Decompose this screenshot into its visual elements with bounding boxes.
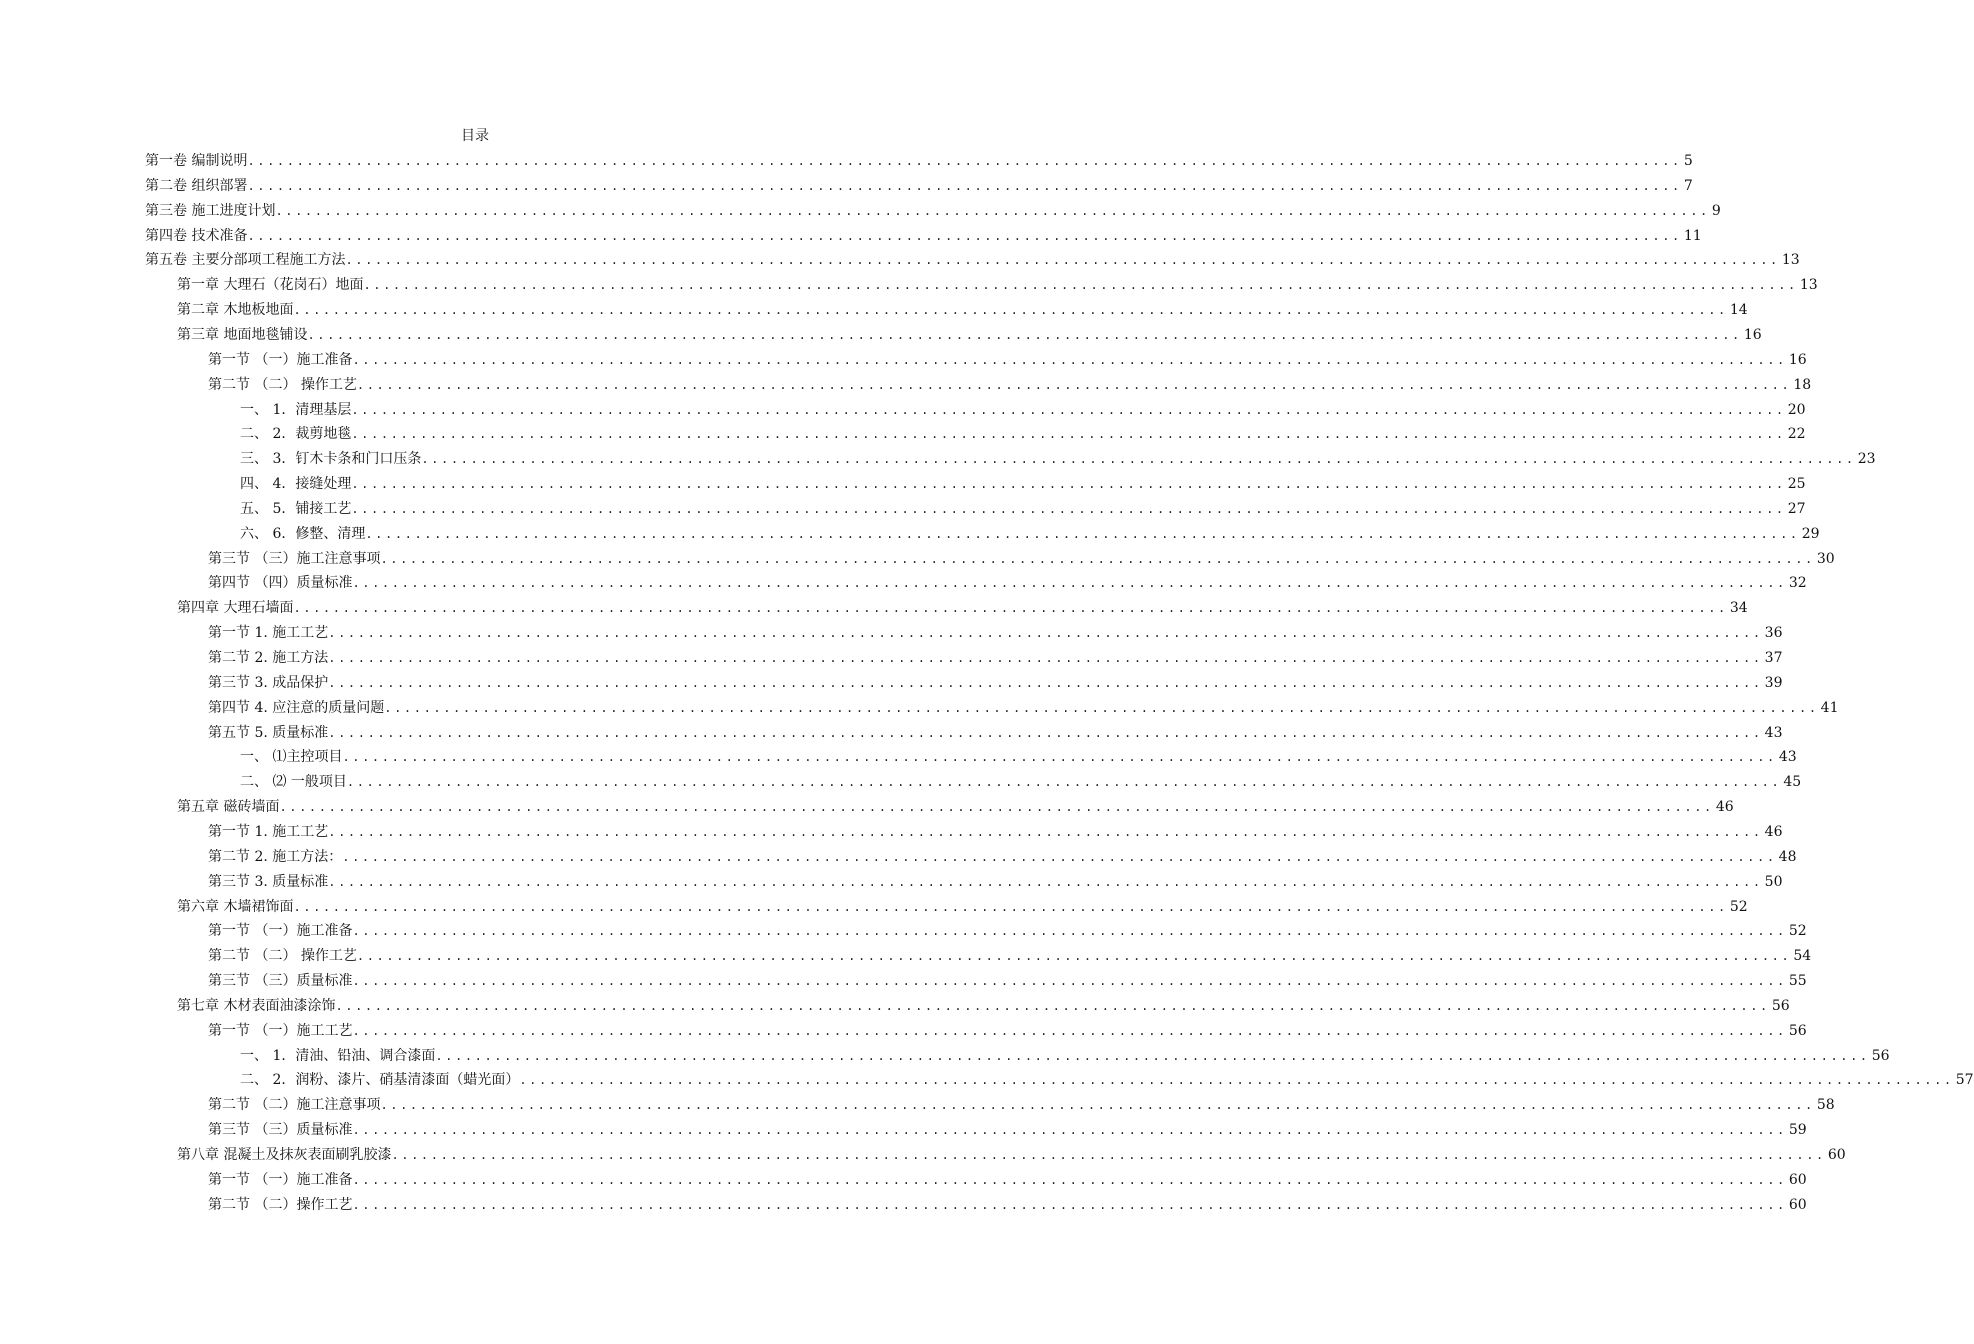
toc-entry[interactable] <box>208 373 1812 398</box>
toc-entry-title: 第一节 （一）施工工艺 <box>208 1022 353 1039</box>
toc-dot-leader: .................................................................................................................................................. <box>351 402 1786 417</box>
toc-entry-page-number: 46 <box>1715 799 1734 816</box>
toc-dot-leader: .................................................................................................................................................. <box>247 228 1682 243</box>
toc-entry-page-number: 59 <box>1788 1122 1807 1139</box>
toc-entry-page-number: 13 <box>1799 277 1818 294</box>
toc-dot-leader: .................................................................................................................................................. <box>279 800 1714 815</box>
toc-entry[interactable] <box>145 174 1693 199</box>
toc-entry[interactable] <box>177 596 1748 621</box>
toc-entry-title: 第三卷 施工进度计划 <box>145 202 276 219</box>
toc-dot-leader: .................................................................................................................................................. <box>293 601 1728 616</box>
toc-entry[interactable] <box>208 547 1835 572</box>
toc-dot-leader: .................................................................................................................................................. <box>352 1172 1787 1187</box>
toc-entry-page-number: 13 <box>1781 252 1800 269</box>
toc-entry-title: 第三节 （三）质量标准 <box>208 973 353 990</box>
toc-entry-title: 第三章 地面地毯铺设 <box>177 326 308 343</box>
toc-entry[interactable] <box>208 1193 1807 1218</box>
toc-dot-leader: .................................................................................................................................................. <box>275 203 1710 218</box>
toc-entry-page-number: 23 <box>1857 451 1876 468</box>
toc-entry-page-number: 16 <box>1743 326 1762 343</box>
toc-dot-leader: .................................................................................................................................................. <box>328 874 1763 889</box>
toc-entry-page-number: 52 <box>1788 923 1807 940</box>
toc-dot-leader: .................................................................................................................................................. <box>342 750 1777 765</box>
toc-entry-page-number: 43 <box>1778 749 1797 766</box>
toc-entry-page-number: 7 <box>1683 177 1693 194</box>
toc-dot-leader: .................................................................................................................................................. <box>365 526 1800 541</box>
toc-dot-leader: .................................................................................................................................................. <box>351 477 1786 492</box>
toc-entry-page-number: 29 <box>1801 525 1820 542</box>
toc-entry[interactable] <box>145 248 1800 273</box>
toc-dot-leader: .................................................................................................................................................. <box>328 824 1763 839</box>
toc-dot-leader: .................................................................................................................................................. <box>352 924 1787 939</box>
toc-entry-title: 第三节 （三）质量标准 <box>208 1122 353 1139</box>
toc-entry-page-number: 30 <box>1816 550 1835 567</box>
toc-entry-title: 四、 4．接缝处理 <box>240 476 352 493</box>
toc-entry-page-number: 50 <box>1764 873 1783 890</box>
toc-entry-title: 第一节 （一）施工准备 <box>208 1171 353 1188</box>
toc-entry-title: 第四章 大理石墙面 <box>177 600 294 617</box>
toc-dot-leader: .................................................................................................................................................. <box>293 303 1728 318</box>
toc-entry-page-number: 16 <box>1788 351 1807 368</box>
toc-entry-page-number: 39 <box>1764 674 1783 691</box>
toc-entry[interactable] <box>208 721 1783 746</box>
toc-entry-title: 二、 2．润粉、漆片、硝基清漆面（蜡光面） <box>240 1072 520 1089</box>
toc-dot-leader: .................................................................................................................................................. <box>335 998 1770 1013</box>
toc-entry-title: 第一节 1. 施工工艺 <box>208 625 329 642</box>
toc-dot-leader: .................................................................................................................................................. <box>384 700 1819 715</box>
toc-entry-page-number: 32 <box>1788 575 1807 592</box>
toc-entry[interactable] <box>208 1168 1807 1193</box>
toc-entry[interactable] <box>240 472 1806 497</box>
toc-dot-leader: .................................................................................................................................................. <box>363 278 1798 293</box>
toc-entry-page-number: 56 <box>1771 997 1790 1014</box>
toc-entry-page-number: 60 <box>1788 1196 1807 1213</box>
toc-dot-leader: .................................................................................................................................................. <box>356 949 1792 964</box>
toc-dot-leader: .................................................................................................................................................. <box>328 675 1763 690</box>
toc-entry[interactable] <box>208 1118 1807 1143</box>
toc-dot-leader: .................................................................................................................................................. <box>293 899 1728 914</box>
toc-entry[interactable] <box>208 348 1807 373</box>
toc-dot-leader: .................................................................................................................................................. <box>247 154 1682 168</box>
toc-dot-leader: .................................................................................................................................................. <box>356 377 1792 392</box>
toc-entry-title: 第一节 （一）施工准备 <box>208 351 353 368</box>
toc-entry[interactable] <box>177 895 1748 920</box>
toc-entry[interactable] <box>240 497 1806 522</box>
toc-entry-title: 第二节 2. 施工方法： <box>208 848 343 865</box>
toc-entry-title: 第三节 3. 质量标准 <box>208 873 329 890</box>
toc-entry[interactable] <box>240 522 1820 547</box>
toc-entry-title: 第一章 大理石（花岗石）地面 <box>177 277 364 294</box>
toc-dot-leader: .................................................................................................................................................. <box>352 974 1787 989</box>
toc-entry-title: 第二章 木地板地面 <box>177 302 294 319</box>
toc-dot-leader: .................................................................................................................................................. <box>345 253 1780 268</box>
toc-entry[interactable] <box>208 870 1783 895</box>
toc-entry[interactable] <box>177 273 1818 298</box>
toc-entry[interactable] <box>177 323 1762 348</box>
toc-dot-leader: .................................................................................................................................................. <box>346 775 1782 790</box>
toc-entry-title: 一、 1．清油、铅油、调合漆面 <box>240 1047 436 1064</box>
toc-entry-title: 第二节 （二）施工注意事项 <box>208 1097 381 1114</box>
toc-entry[interactable] <box>208 820 1783 845</box>
toc-entry-title: 第七章 木材表面油漆涂饰 <box>177 997 336 1014</box>
toc-entry-title: 一、 ⑴主控项目 <box>240 749 343 766</box>
toc-entry[interactable] <box>240 1068 1974 1093</box>
toc-entry-page-number: 27 <box>1787 500 1806 517</box>
toc-entry-title: 三、 3．钉木卡条和门口压条 <box>240 451 422 468</box>
toc-dot-leader: .................................................................................................................................................. <box>421 452 1856 467</box>
toc-entry[interactable] <box>208 969 1807 994</box>
toc-dot-leader: .................................................................................................................................................. <box>328 725 1763 740</box>
toc-entry[interactable] <box>240 770 1802 795</box>
toc-entry-title: 第二节 （二） 操作工艺 <box>208 376 357 393</box>
toc-entry[interactable] <box>208 944 1812 969</box>
toc-entry-title: 一、 1．清理基层 <box>240 401 352 418</box>
toc-entry-page-number: 11 <box>1683 227 1702 244</box>
toc-entry-page-number: 34 <box>1729 600 1748 617</box>
toc-entry-page-number: 54 <box>1793 948 1812 965</box>
toc-entry-title: 第四节 4. 应注意的质量问题 <box>208 699 385 716</box>
toc-entry[interactable] <box>208 621 1783 646</box>
toc-dot-leader: .................................................................................................................................................. <box>435 1048 1870 1063</box>
toc-dot-leader: .................................................................................................................................................. <box>307 327 1742 342</box>
toc-entry[interactable] <box>240 1044 1890 1069</box>
toc-dot-leader: .................................................................................................................................................. <box>380 1098 1815 1113</box>
toc-entry-page-number: 56 <box>1871 1047 1890 1064</box>
toc-entry[interactable] <box>145 149 1693 174</box>
toc-entry-page-number: 37 <box>1764 650 1783 666</box>
toc-entry[interactable] <box>208 845 1797 870</box>
toc-entry[interactable] <box>208 919 1807 944</box>
toc-dot-leader: .................................................................................................................................................. <box>342 849 1777 864</box>
toc-entry-page-number: 46 <box>1764 823 1783 840</box>
toc-entry-page-number: 43 <box>1764 724 1783 741</box>
toc-dot-leader: .................................................................................................................................................. <box>351 501 1786 516</box>
toc-entry-title: 第五节 5. 质量标准 <box>208 724 329 741</box>
toc-entry-page-number: 18 <box>1793 376 1812 393</box>
toc-entry-page-number: 60 <box>1788 1171 1807 1188</box>
toc-dot-leader: .................................................................................................................................................. <box>328 651 1763 665</box>
toc-entry-title: 二、 ⑵ 一般项目 <box>240 774 347 791</box>
toc-entry-title: 第二节 （二）操作工艺 <box>208 1196 353 1213</box>
toc-entry[interactable] <box>145 199 1721 224</box>
toc-entry[interactable] <box>208 1093 1835 1118</box>
toc-entry-page-number: 52 <box>1729 898 1748 915</box>
toc-entry-page-number: 48 <box>1778 848 1797 865</box>
toc-dot-leader: .................................................................................................................................................. <box>391 1148 1826 1162</box>
toc-entry-page-number: 45 <box>1783 774 1802 791</box>
toc-entry-title: 第二节 （二） 操作工艺 <box>208 948 357 965</box>
toc-entry[interactable] <box>240 745 1797 770</box>
toc-entry[interactable] <box>177 994 1790 1019</box>
toc-entry[interactable] <box>177 1143 1846 1168</box>
toc-entry[interactable] <box>177 795 1734 820</box>
toc-entry-page-number: 55 <box>1788 973 1807 990</box>
toc-entry-page-number: 22 <box>1787 426 1806 443</box>
toc-entry-title: 第五卷 主要分部项工程施工方法 <box>145 252 346 269</box>
toc-entry[interactable] <box>240 447 1876 472</box>
toc-entry-page-number: 5 <box>1683 153 1693 169</box>
toc-dot-leader: .................................................................................................................................................. <box>352 352 1787 367</box>
toc-entry-page-number: 25 <box>1787 476 1806 493</box>
toc-entry-title: 六、 6．修整、清理 <box>240 525 366 542</box>
toc-dot-leader: .................................................................................................................................................. <box>352 1023 1787 1038</box>
toc-entry-title: 第四卷 技术准备 <box>145 227 248 244</box>
toc-entry-title: 五、 5．铺接工艺 <box>240 500 352 517</box>
toc-dot-leader: .................................................................................................................................................. <box>519 1073 1954 1088</box>
toc-dot-leader: .................................................................................................................................................. <box>328 626 1763 641</box>
toc-dot-leader: .................................................................................................................................................. <box>352 1123 1787 1138</box>
toc-entry-title: 第二卷 组织部署 <box>145 177 248 194</box>
toc-entry-title: 第三节 3. 成品保护 <box>208 674 329 691</box>
toc-dot-leader: .................................................................................................................................................. <box>351 427 1786 442</box>
toc-entry-page-number: 57 <box>1955 1072 1974 1089</box>
toc-entry-page-number: 60 <box>1827 1147 1846 1163</box>
toc-entry-title: 第四节 （四）质量标准 <box>208 575 353 592</box>
toc-entry-page-number: 41 <box>1820 699 1839 716</box>
toc-entry[interactable] <box>208 1019 1807 1044</box>
toc-entry-page-number: 36 <box>1764 625 1783 642</box>
toc-entry-title: 二、 2．裁剪地毯 <box>240 426 352 443</box>
toc-dot-leader: .................................................................................................................................................. <box>352 576 1787 591</box>
toc-dot-leader: .................................................................................................................................................. <box>352 1197 1787 1212</box>
toc-entry-title: 第三节 （三）施工注意事项 <box>208 550 381 567</box>
toc-dot-leader: .................................................................................................................................................. <box>380 551 1815 566</box>
toc-entry[interactable] <box>145 224 1702 249</box>
toc-entry-title: 第六章 木墙裙饰面 <box>177 898 294 915</box>
toc-entry[interactable] <box>240 398 1806 423</box>
toc-entry-page-number: 14 <box>1729 302 1748 319</box>
toc-entry-title: 第一卷 编制说明 <box>145 153 248 169</box>
toc-entry[interactable] <box>208 671 1783 696</box>
page-title: 目录 <box>461 128 489 144</box>
toc-entry-page-number: 20 <box>1787 401 1806 418</box>
toc-entry-title: 第二节 2. 施工方法 <box>208 650 329 666</box>
toc-dot-leader: .................................................................................................................................................. <box>247 178 1682 193</box>
toc-entry[interactable] <box>208 571 1807 596</box>
toc-entry[interactable] <box>177 298 1748 323</box>
toc-entry-title: 第一节 1. 施工工艺 <box>208 823 329 840</box>
toc-entry-title: 第八章 混凝土及抹灰表面刷乳胶漆 <box>177 1147 392 1163</box>
toc-entry-page-number: 9 <box>1711 202 1721 219</box>
toc-entry-page-number: 58 <box>1816 1097 1835 1114</box>
toc-entry[interactable] <box>240 422 1806 447</box>
toc-entry[interactable] <box>208 696 1839 721</box>
toc-entry-title: 第五章 磁砖墙面 <box>177 799 280 816</box>
toc-entry-page-number: 56 <box>1788 1022 1807 1039</box>
toc-entry[interactable] <box>208 646 1783 671</box>
toc-entry-title: 第一节 （一）施工准备 <box>208 923 353 940</box>
